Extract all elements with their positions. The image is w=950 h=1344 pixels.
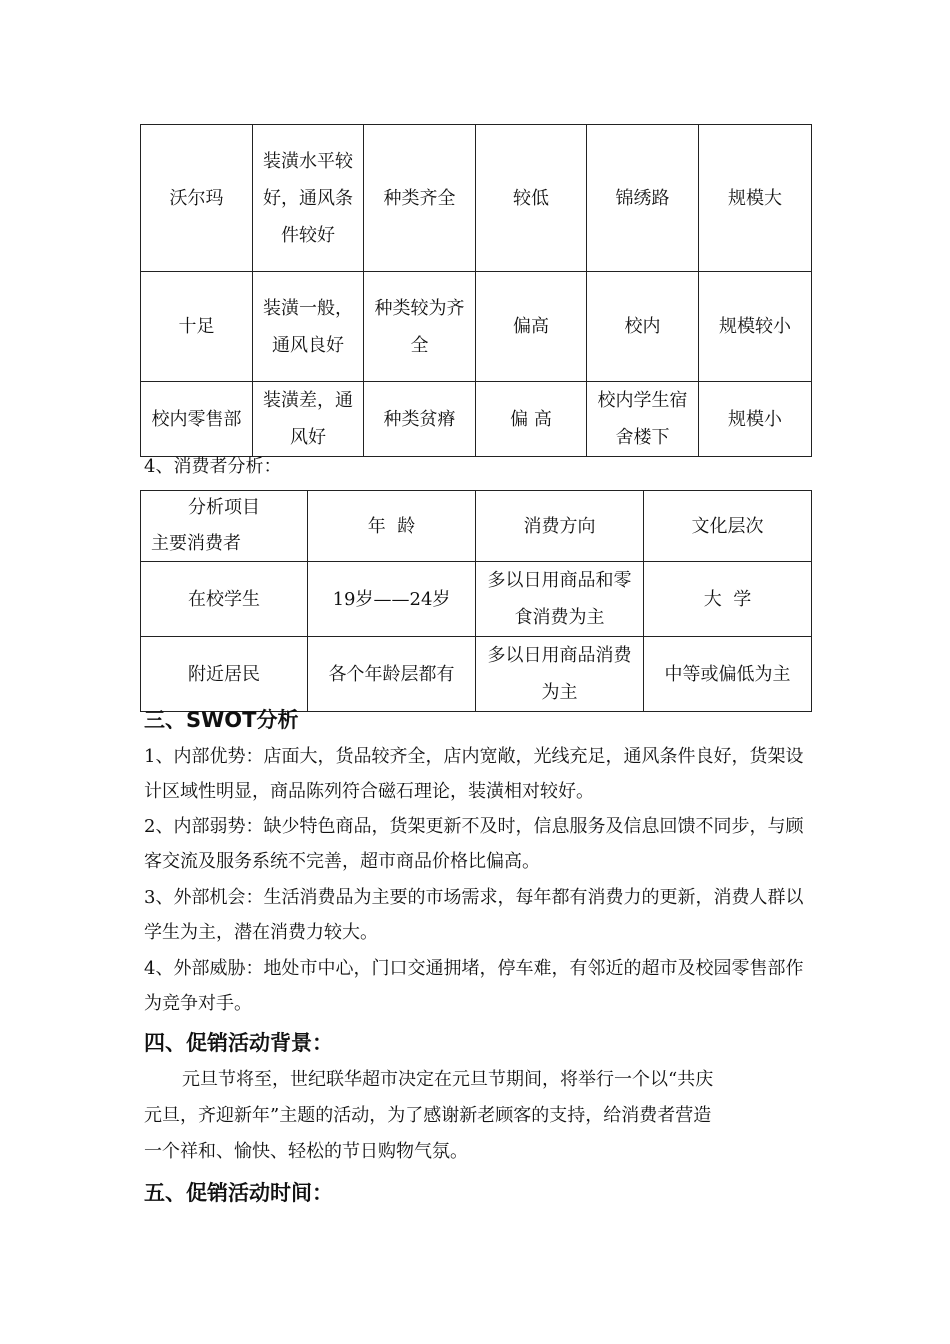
corner-bottom-label: 主要消费者 bbox=[151, 533, 241, 554]
table-cell: 装潢差，通风好 bbox=[253, 382, 364, 457]
table-row bbox=[141, 562, 812, 637]
swot-heading: 三、SWOT分析 bbox=[144, 708, 299, 732]
table-cell: 各个年龄层都有 bbox=[308, 637, 476, 712]
table-cell: 种类较为齐全 bbox=[364, 272, 476, 382]
table-cell: 较低 bbox=[476, 125, 587, 272]
table-cell: 校内零售部 bbox=[141, 382, 253, 457]
time-heading: 五、促销活动时间： bbox=[144, 1181, 333, 1205]
swot-threats: 4、外部威胁：地处市中心，门口交通拥堵，停车难，有邻近的超市及校园零售部作为竞争对手。 bbox=[144, 958, 804, 1014]
swot-opportunities: 3、外部机会：生活消费品为主要的市场需求，每年都有消费力的更新，消费人群以学生为主，潜在消费力较大。 bbox=[144, 887, 804, 943]
table-row bbox=[141, 272, 812, 382]
table-cell: 偏高 bbox=[476, 272, 587, 382]
table-cell: 中等或偏低为主 bbox=[644, 637, 812, 712]
background-paragraph bbox=[144, 1062, 713, 1170]
table-cell: 十足 bbox=[141, 272, 253, 382]
table-cell: 在校学生 bbox=[141, 562, 308, 637]
paragraph-line: 元旦，齐迎新年”主题的活动，为了感谢新老顾客的支持，给消费者营造 bbox=[144, 1105, 712, 1126]
table-cell: 装潢一般，通风良好 bbox=[253, 272, 364, 382]
table-cell: 19岁——24岁 bbox=[308, 562, 476, 637]
table-cell: 附近居民 bbox=[141, 637, 308, 712]
table-cell: 多以日用商品消费为主 bbox=[476, 637, 644, 712]
table-cell: 多以日用商品和零食消费为主 bbox=[476, 562, 644, 637]
corner-top-label: 分析项目 bbox=[188, 497, 260, 518]
paragraph-line: 元旦节将至，世纪联华超市决定在元旦节期间，将举行一个以“共庆 bbox=[182, 1069, 714, 1090]
column-header: 年 龄 bbox=[308, 491, 476, 562]
column-header: 消费方向 bbox=[476, 491, 644, 562]
corner-header-cell bbox=[141, 491, 308, 562]
table-cell: 偏 高 bbox=[476, 382, 587, 457]
table-row bbox=[141, 125, 812, 272]
paragraph-line: 一个祥和、愉快、轻松的节日购物气氛。 bbox=[144, 1141, 468, 1162]
consumer-analysis-label: 4、消费者分析： bbox=[144, 456, 282, 477]
competitor-table bbox=[140, 124, 812, 457]
table-cell: 锦绣路 bbox=[587, 125, 699, 272]
swot-weaknesses: 2、内部弱势：缺少特色商品，货架更新不及时，信息服务及信息回馈不同步，与顾客交流及服务系统不完善，超市商品价格比偏高。 bbox=[144, 816, 804, 872]
table-cell: 装潢水平较好，通风条件较好 bbox=[253, 125, 364, 272]
table-cell: 沃尔玛 bbox=[141, 125, 253, 272]
table-row bbox=[141, 382, 812, 457]
table-cell: 规模较小 bbox=[699, 272, 812, 382]
swot-strengths: 1、内部优势：店面大，货品较齐全，店内宽敞，光线充足，通风条件良好，货架设计区域性明显，商品陈列符合磁石理论，装潢相对较好。 bbox=[144, 746, 804, 802]
table-header-row bbox=[141, 491, 812, 562]
table-cell: 种类贫瘠 bbox=[364, 382, 476, 457]
table-cell: 大 学 bbox=[644, 562, 812, 637]
table-cell: 规模小 bbox=[699, 382, 812, 457]
background-heading: 四、促销活动背景： bbox=[144, 1031, 333, 1055]
table-cell: 校内学生宿舍楼下 bbox=[587, 382, 699, 457]
table-cell: 种类齐全 bbox=[364, 125, 476, 272]
table-cell: 规模大 bbox=[699, 125, 812, 272]
table-cell: 校内 bbox=[587, 272, 699, 382]
consumer-table bbox=[140, 490, 812, 712]
column-header: 文化层次 bbox=[644, 491, 812, 562]
table-row bbox=[141, 637, 812, 712]
